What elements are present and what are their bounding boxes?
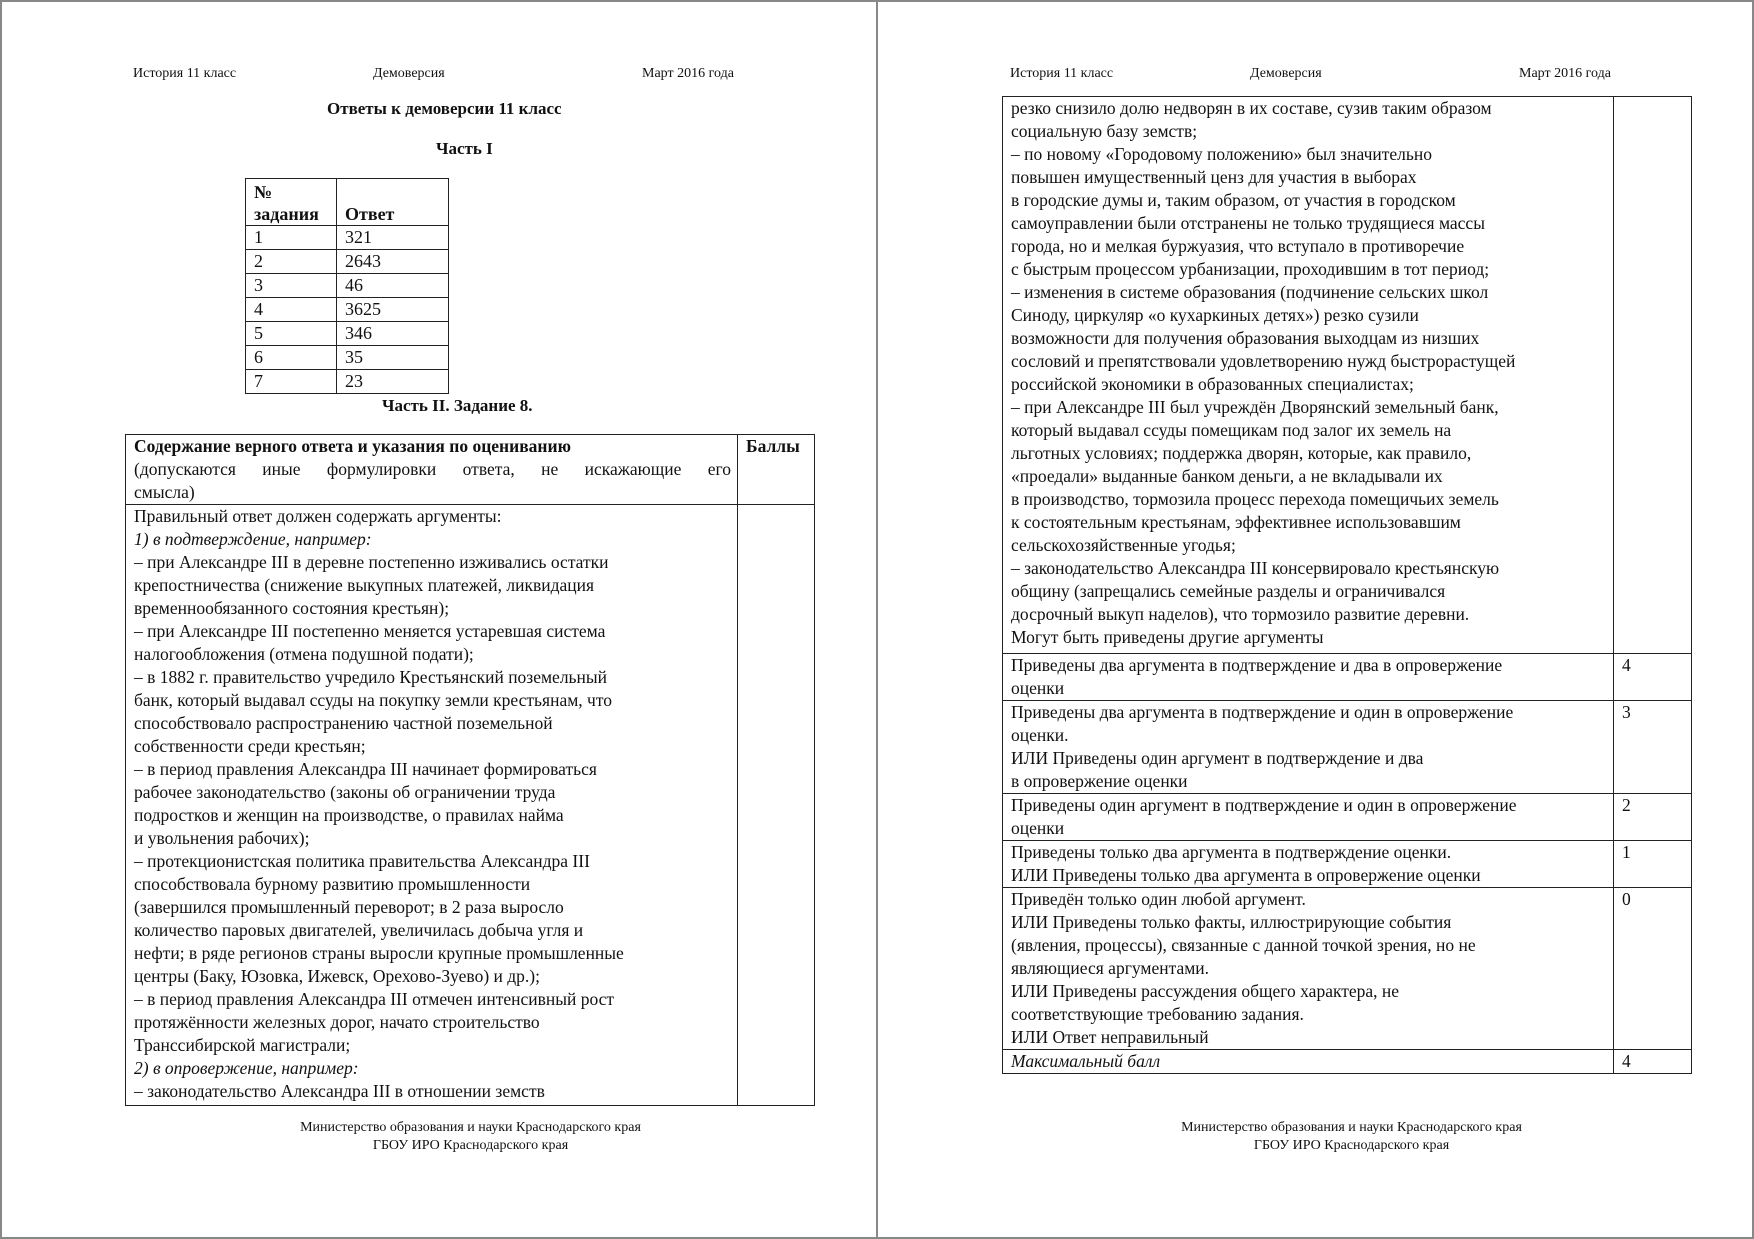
answer-task-number: 6 <box>246 346 337 370</box>
continuation-text-line: сельскохозяйственные угодья; <box>1011 535 1236 555</box>
footer-left: Министерство образования и науки Краснодарского края ГБОУ ИРО Краснодарского края <box>300 1120 641 1153</box>
continuation-text-line: – по новому «Городовому положению» был значительно <box>1011 144 1432 164</box>
criteria-text-line: – при Александре III постепенно меняется устаревшая система <box>134 621 606 641</box>
criteria-text-line: крепостничества (снижение выкупных платежей, ликвидация <box>134 575 595 595</box>
header-doc-type-right: Демоверсия <box>1250 66 1322 81</box>
answers-table-row <box>246 250 449 274</box>
max-score-label: Максимальный балл <box>1003 1050 1614 1074</box>
continuation-text-line: льготных условиях; поддержка дворян, которые, как правило, <box>1011 443 1472 463</box>
continuation-text-line: – законодательство Александра III консервировало крестьянскую <box>1011 558 1500 578</box>
continuation-text-line: с быстрым процессом урбанизации, проходившим в тот период; <box>1011 259 1490 279</box>
criteria-text-line: 1) в подтверждение, например: <box>134 529 372 549</box>
criteria-text-line: нефти; в ряде регионов страны выросли крупные промышленные <box>134 943 624 963</box>
continuation-text-line: самоуправлении были отстранены не только трудящиеся массы <box>1011 213 1485 233</box>
score-row <box>1003 701 1692 794</box>
criteria-text-line: протяжённости железных дорог, начато строительство <box>134 1012 540 1032</box>
answers-table-row <box>246 346 449 370</box>
answer-value: 346 <box>337 322 449 346</box>
answer-task-number: 1 <box>246 226 337 250</box>
answers-table-row <box>246 298 449 322</box>
score-criteria-line: Приведены один аргумент в подтверждение и один в опровержение <box>1011 795 1517 815</box>
header-subject: История 11 класс <box>133 66 237 81</box>
continuation-text-line: к состоятельным крестьянам, эффективнее использовавшим <box>1011 512 1461 532</box>
continuation-text-line: в городские думы и, таким образом, от участия в городском <box>1011 190 1456 210</box>
answers-head-answer: Ответ <box>337 179 449 226</box>
continuation-row <box>1003 97 1692 654</box>
answers-table-header <box>246 179 449 226</box>
answers-table <box>245 178 449 394</box>
score-criteria-line: оценки <box>1011 678 1065 698</box>
continuation-text-line: общину (запрещались семейные разделы и ограничивался <box>1011 581 1446 601</box>
answers-table-row <box>246 226 449 250</box>
score-criteria-line: (явления, процессы), связанные с данной точкой зрения, но не <box>1011 935 1476 955</box>
score-criteria-line: ИЛИ Приведены только два аргумента в опровержение оценки <box>1011 865 1481 885</box>
answer-value: 3625 <box>337 298 449 322</box>
header-doc-type: Демоверсия <box>373 66 445 81</box>
criteria-text-line: – в период правления Александра III начинает формироваться <box>134 759 597 779</box>
score-criteria-line: в опровержение оценки <box>1011 771 1188 791</box>
continuation-text-line: возможности для получения образования выходцам из низших <box>1011 328 1480 348</box>
answers-table-row <box>246 370 449 394</box>
answer-task-number: 3 <box>246 274 337 298</box>
part2-title: Часть II. Задание 8. <box>382 396 533 415</box>
footer-right: Министерство образования и науки Краснодарского края ГБОУ ИРО Краснодарского края <box>1181 1120 1522 1153</box>
score-value: 2 <box>1614 794 1692 841</box>
criteria-header-row <box>126 435 815 505</box>
continuation-text-line: – при Александре III был учреждён Дворянский земельный банк, <box>1011 397 1499 417</box>
score-criteria-line: Приведён только один любой аргумент. <box>1011 889 1306 909</box>
answer-value: 23 <box>337 370 449 394</box>
answer-task-number: 7 <box>246 370 337 394</box>
answer-value: 2643 <box>337 250 449 274</box>
continuation-text-line: сословий и препятствовали удовлетворению нужд быстрорастущей <box>1011 351 1516 371</box>
score-criteria-line: Приведены два аргумента в подтверждение и два в опровержение <box>1011 655 1503 675</box>
score-criteria <box>1003 841 1614 888</box>
continuation-text-line: в производство, тормозила процесс перехода помещичьих земель <box>1011 489 1499 509</box>
criteria-text-line: центры (Баку, Юзовка, Ижевск, Орехово-Зуево) и др.); <box>134 966 540 986</box>
criteria-text-line: – в период правления Александра III отмечен интенсивный рост <box>134 989 615 1009</box>
continuation-text-line: социальную базу земств; <box>1011 121 1198 141</box>
right-page <box>879 0 1754 1239</box>
answer-task-number: 5 <box>246 322 337 346</box>
criteria-text-line: – законодательство Александра III в отношении земств <box>134 1081 545 1101</box>
part1-title: Часть I <box>436 139 493 158</box>
score-criteria <box>1003 654 1614 701</box>
criteria-text-line: и увольнения рабочих); <box>134 828 310 848</box>
criteria-text-line: банк, который выдавал ссуды на покупку земли крестьянам, что <box>134 690 613 710</box>
header-date-right: Март 2016 года <box>1519 66 1611 81</box>
criteria-text-line: – в 1882 г. правительство учредило Крестьянский поземельный <box>134 667 608 687</box>
criteria-text-line: подростков и женщин на производстве, о правилах найма <box>134 805 564 825</box>
score-criteria <box>1003 701 1614 794</box>
answer-task-number: 4 <box>246 298 337 322</box>
score-criteria <box>1003 794 1614 841</box>
answers-head-number: № задания <box>246 179 337 226</box>
score-criteria-line: Приведены только два аргумента в подтверждение оценки. <box>1011 842 1452 862</box>
answers-table-row <box>246 274 449 298</box>
continuation-text-line: досрочный выкуп наделов), что тормозило развитие деревни. <box>1011 604 1470 624</box>
continuation-text-line: «проедали» выданные банком деньги, а не вкладывали их <box>1011 466 1443 486</box>
score-criteria-line: ИЛИ Приведены только факты, иллюстрирующие события <box>1011 912 1452 932</box>
answer-value: 46 <box>337 274 449 298</box>
criteria-text-line: количество паровых двигателей, увеличилась добыча угля и <box>134 920 584 940</box>
criteria-text-line: – при Александре III в деревне постепенно изживались остатки <box>134 552 609 572</box>
continuation-text-line: города, но и мелкая буржуазия, что вступало в противоречие <box>1011 236 1465 256</box>
continuation-text-line: который выдавал ссуды помещикам под залог их земель на <box>1011 420 1452 440</box>
criteria-text-line: временнообязанного состояния крестьян); <box>134 598 450 618</box>
score-row <box>1003 654 1692 701</box>
score-value: 4 <box>1614 654 1692 701</box>
max-score-row <box>1003 1050 1692 1074</box>
score-row <box>1003 888 1692 1050</box>
header-subject-right: История 11 класс <box>1010 66 1114 81</box>
score-criteria-line: оценки <box>1011 818 1065 838</box>
score-criteria-line: ИЛИ Ответ неправильный <box>1011 1027 1209 1047</box>
criteria-head-points: Баллы <box>738 435 815 505</box>
criteria-table <box>125 434 815 1106</box>
criteria-text-line: (завершился промышленный переворот; в 2 раза выросло <box>134 897 564 917</box>
score-row <box>1003 841 1692 888</box>
answers-table-row <box>246 322 449 346</box>
criteria-table-continued <box>1002 96 1692 1074</box>
score-criteria-line: ИЛИ Приведены один аргумент в подтверждение и два <box>1011 748 1424 768</box>
continuation-text-line: – изменения в системе образования (подчинение сельских школ <box>1011 282 1489 302</box>
header-date: Март 2016 года <box>642 66 734 81</box>
page-title: Ответы к демоверсии 11 класс <box>327 99 562 118</box>
score-criteria-line: соответствующие требованию задания. <box>1011 1004 1304 1024</box>
score-criteria-line: оценки. <box>1011 725 1069 745</box>
criteria-text-line: 2) в опровержение, например: <box>134 1058 359 1078</box>
answer-value: 35 <box>337 346 449 370</box>
criteria-body-text <box>126 505 738 1106</box>
continuation-text-line: Могут быть приведены другие аргументы <box>1011 627 1324 647</box>
criteria-body-row <box>126 505 815 1106</box>
criteria-body-points <box>738 505 815 1106</box>
max-score-value: 4 <box>1614 1050 1692 1074</box>
continuation-text-line: Синоду, циркуляр «о кухаркиных детях») резко сузили <box>1011 305 1419 325</box>
criteria-text-line: собственности среди крестьян; <box>134 736 366 756</box>
score-value: 1 <box>1614 841 1692 888</box>
score-criteria-line: являющиеся аргументами. <box>1011 958 1210 978</box>
continuation-text-line: повышен имущественный ценз для участия в выборах <box>1011 167 1417 187</box>
score-criteria-line: ИЛИ Приведены рассуждения общего характера, не <box>1011 981 1400 1001</box>
answer-value: 321 <box>337 226 449 250</box>
continuation-text-line: резко снизило долю недворян в их составе, сузив таким образом <box>1011 98 1492 118</box>
criteria-text-line: способствовало распространению частной поземельной <box>134 713 553 733</box>
continuation-points <box>1614 97 1692 654</box>
score-criteria <box>1003 888 1614 1050</box>
answer-task-number: 2 <box>246 250 337 274</box>
criteria-text-line: Правильный ответ должен содержать аргументы: <box>134 506 502 526</box>
score-value: 3 <box>1614 701 1692 794</box>
criteria-text-line: способствовала бурному развитию промышленности <box>134 874 531 894</box>
continuation-text-line: российской экономики в образованных специалистах; <box>1011 374 1414 394</box>
criteria-text-line: рабочее законодательство (законы об ограничении труда <box>134 782 556 802</box>
score-criteria-line: Приведены два аргумента в подтверждение и один в опровержение <box>1011 702 1514 722</box>
criteria-text-line: Транссибирской магистрали; <box>134 1035 351 1055</box>
score-value: 0 <box>1614 888 1692 1050</box>
score-row <box>1003 794 1692 841</box>
criteria-text-line: налогообложения (отмена подушной подати); <box>134 644 474 664</box>
criteria-head-content: Содержание верного ответа и указания по оцениванию (допускаются иные формулировки ответа, не искажающие его смысла) <box>126 435 738 505</box>
continuation-text <box>1003 97 1614 654</box>
criteria-text-line: – протекционистская политика правительства Александра III <box>134 851 590 871</box>
